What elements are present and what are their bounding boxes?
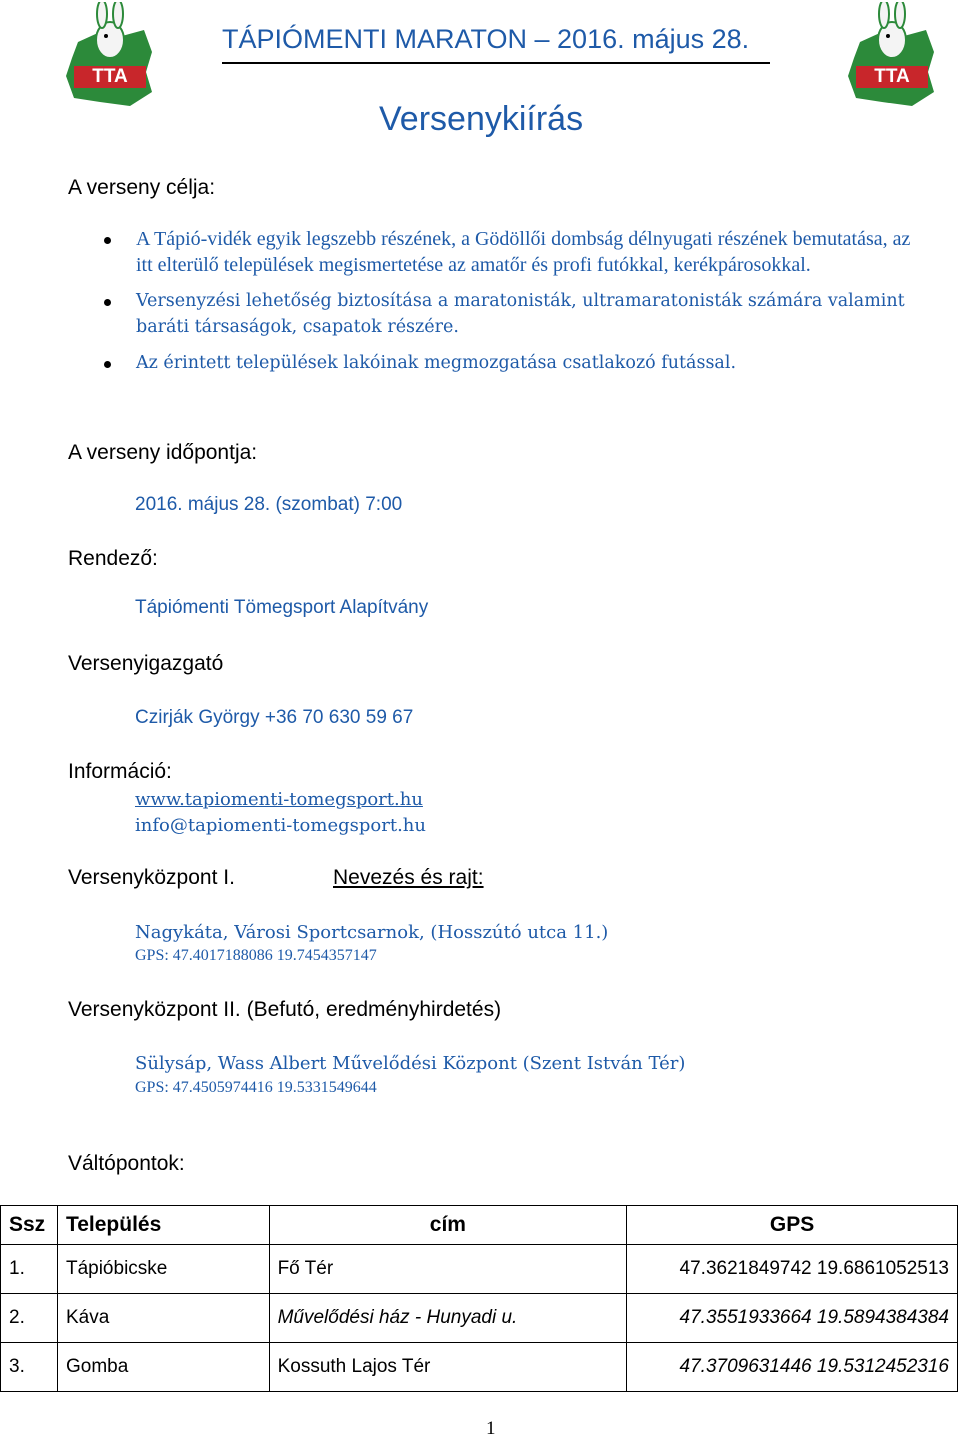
column-header: Település: [57, 1206, 269, 1245]
website-link[interactable]: www.tapiomenti-tomegsport.hu: [135, 789, 423, 810]
column-header: cím: [269, 1206, 627, 1245]
director-label: Versenyigazgató: [68, 652, 224, 675]
center2-address: Sülysáp, Wass Albert Művelődési Központ (Szent István Tér): [135, 1053, 686, 1074]
table-cell: 3.: [1, 1343, 58, 1392]
column-header: Ssz: [1, 1206, 58, 1245]
date-label: A verseny időpontja:: [68, 441, 258, 464]
table-cell: 2.: [1, 1294, 58, 1343]
director-value: Czirják György +36 70 630 59 67: [135, 707, 414, 728]
organizer-value: Tápiómenti Tömegsport Alapítvány: [135, 597, 429, 618]
document-title: Versenykiírás: [379, 100, 584, 138]
tta-logo-left: [60, 2, 160, 110]
center2-label: Versenyközpont II. (Befutó, eredményhirdetés): [68, 998, 502, 1021]
rabbit-logo-icon: [842, 2, 942, 110]
header-title: TÁPIÓMENTI MARATON – 2016. május 28.: [222, 24, 750, 54]
table-cell: 1.: [1, 1245, 58, 1294]
table-header-row: [1, 1206, 958, 1245]
exchange-label: Váltópontok:: [68, 1152, 185, 1175]
table-cell: Fő Tér: [269, 1245, 627, 1294]
table-row: [1, 1294, 958, 1343]
table-cell: Kossuth Lajos Tér: [269, 1343, 627, 1392]
goal-label: A verseny célja:: [68, 176, 216, 199]
logo-text-right: TTA: [874, 66, 910, 87]
center2-gps: GPS: 47.4505974416 19.5331549644: [135, 1079, 377, 1096]
center1-label: Versenyközpont I.: [68, 866, 235, 889]
table-cell: Gomba: [57, 1343, 269, 1392]
table-cell: Káva: [57, 1294, 269, 1343]
rabbit-logo-icon: [60, 2, 160, 110]
column-header: GPS: [627, 1206, 958, 1245]
goal-bullet: Az érintett települések lakóinak megmozgatása csatlakozó futással.: [100, 350, 920, 376]
table-cell: 47.3621849742 19.6861052513: [627, 1245, 958, 1294]
organizer-label: Rendező:: [68, 547, 158, 570]
page-number: 1: [486, 1418, 496, 1439]
goal-bullet: Versenyzési lehetőség biztosítása a maratonisták, ultramaratonisták számára valamint baráti társaságok, csapatok részére.: [100, 288, 920, 340]
table-cell: 47.3709631446 19.5312452316: [627, 1343, 958, 1392]
center1-address: Nagykáta, Városi Sportcsarnok, (Hosszútó utca 11.): [135, 922, 609, 943]
tta-logo-right: [842, 2, 942, 110]
header-divider: [222, 62, 770, 64]
table-cell: Művelődési ház - Hunyadi u.: [269, 1294, 627, 1343]
date-value: 2016. május 28. (szombat) 7:00: [135, 494, 403, 515]
goal-bullet-list: [100, 226, 920, 386]
email-text: info@tapiomenti-tomegsport.hu: [135, 815, 426, 836]
table-row: [1, 1245, 958, 1294]
info-label: Információ:: [68, 760, 172, 783]
table-row: [1, 1343, 958, 1392]
center1-gps: GPS: 47.4017188086 19.7454357147: [135, 947, 377, 964]
table-cell: Tápióbicske: [57, 1245, 269, 1294]
goal-bullet: A Tápió-vidék egyik legszebb részének, a Gödöllői dombság délnyugati részének bemutatása, az itt elterülő települések megismertetése az amatőr és profi futókkal, kerékpárosokkal.: [100, 226, 920, 278]
table-cell: 47.3551933664 19.5894384384: [627, 1294, 958, 1343]
logo-text-left: TTA: [92, 66, 128, 87]
exchange-table: [0, 1205, 958, 1392]
center1-sublabel: Nevezés és rajt:: [333, 866, 484, 889]
